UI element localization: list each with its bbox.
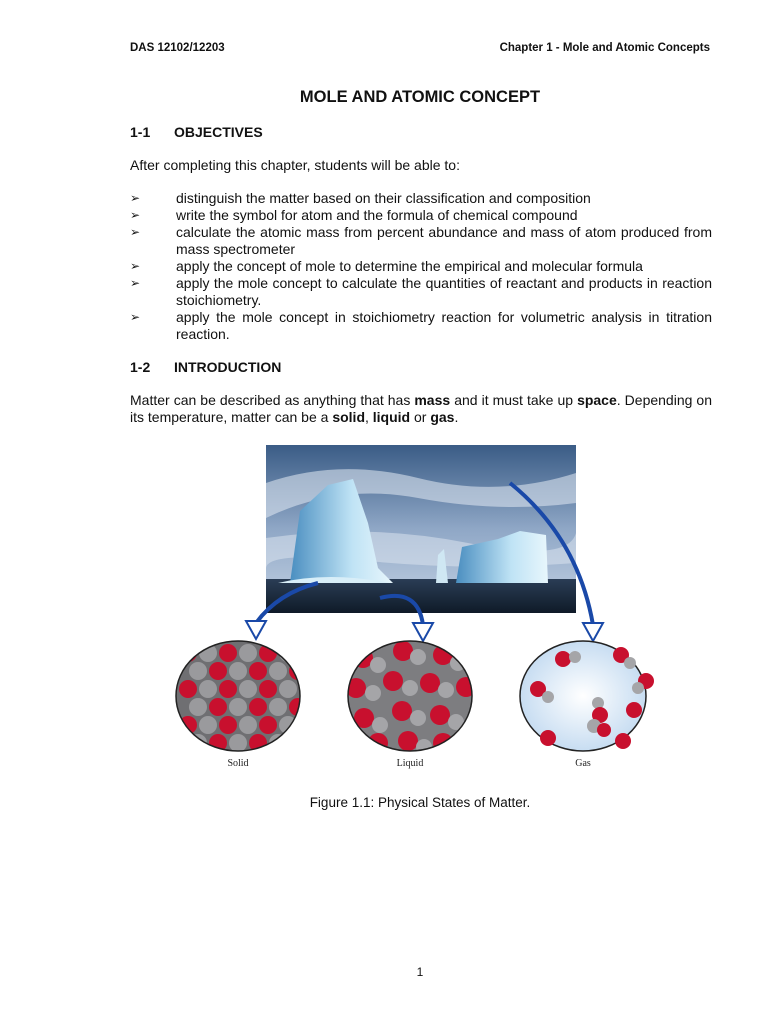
arrow-bullet-icon: ➢ bbox=[130, 208, 141, 222]
page-title: MOLE AND ATOMIC CONCEPT bbox=[299, 88, 541, 106]
states-of-matter-figure bbox=[168, 443, 688, 783]
liquid-molecules-circle bbox=[338, 633, 488, 763]
section-heading-introduction bbox=[130, 359, 281, 375]
objectives-intro: After completing this chapter, students will be able to: bbox=[130, 157, 460, 173]
solid-molecules-circle bbox=[168, 633, 308, 763]
introduction-paragraph: Matter can be described as anything that has mass and it must take up space. Depending on its temperature, matter can be a solid, liquid or gas. bbox=[130, 392, 712, 425]
arrow-bullet-icon: ➢ bbox=[130, 276, 141, 290]
iceberg-photo bbox=[266, 445, 576, 613]
section-number: 1-1 bbox=[130, 124, 151, 140]
section-title: OBJECTIVES bbox=[174, 124, 263, 140]
arrow-bullet-icon: ➢ bbox=[130, 225, 141, 239]
header-chapter: Chapter 1 - Mole and Atomic Concepts bbox=[499, 42, 710, 54]
arrow-bullet-icon: ➢ bbox=[130, 191, 141, 205]
list-item: ➢ apply the mole concept to calculate the quantities of reactant and products in reaction stoichiometry. bbox=[130, 275, 712, 308]
liquid-label: Liquid bbox=[396, 758, 424, 769]
list-item: ➢ apply the mole concept in stoichiometry reaction for volumetric analysis in titration reaction. bbox=[130, 309, 712, 342]
solid-label: Solid bbox=[227, 758, 249, 769]
list-item: ➢ write the symbol for atom and the formula of chemical compound bbox=[130, 207, 578, 223]
page-number: 1 bbox=[416, 965, 424, 979]
section-heading-objectives bbox=[130, 124, 263, 140]
list-item: ➢ calculate the atomic mass from percent abundance and mass of atom produced from mass spectrometer bbox=[130, 224, 712, 257]
list-item: ➢ distinguish the matter based on their classification and composition bbox=[130, 190, 591, 206]
gas-molecules-circle bbox=[520, 641, 654, 751]
arrow-bullet-icon: ➢ bbox=[130, 259, 141, 273]
gas-label: Gas bbox=[575, 758, 591, 769]
section-number: 1-2 bbox=[130, 359, 151, 375]
list-item: ➢ apply the concept of mole to determine the empirical and molecular formula bbox=[130, 258, 643, 274]
figure-caption: Figure 1.1: Physical States of Matter. bbox=[309, 795, 531, 810]
header-course-code: DAS 12102/12203 bbox=[130, 42, 225, 54]
section-title: INTRODUCTION bbox=[174, 359, 282, 375]
objectives-list bbox=[130, 190, 712, 343]
arrow-bullet-icon: ➢ bbox=[130, 310, 141, 324]
